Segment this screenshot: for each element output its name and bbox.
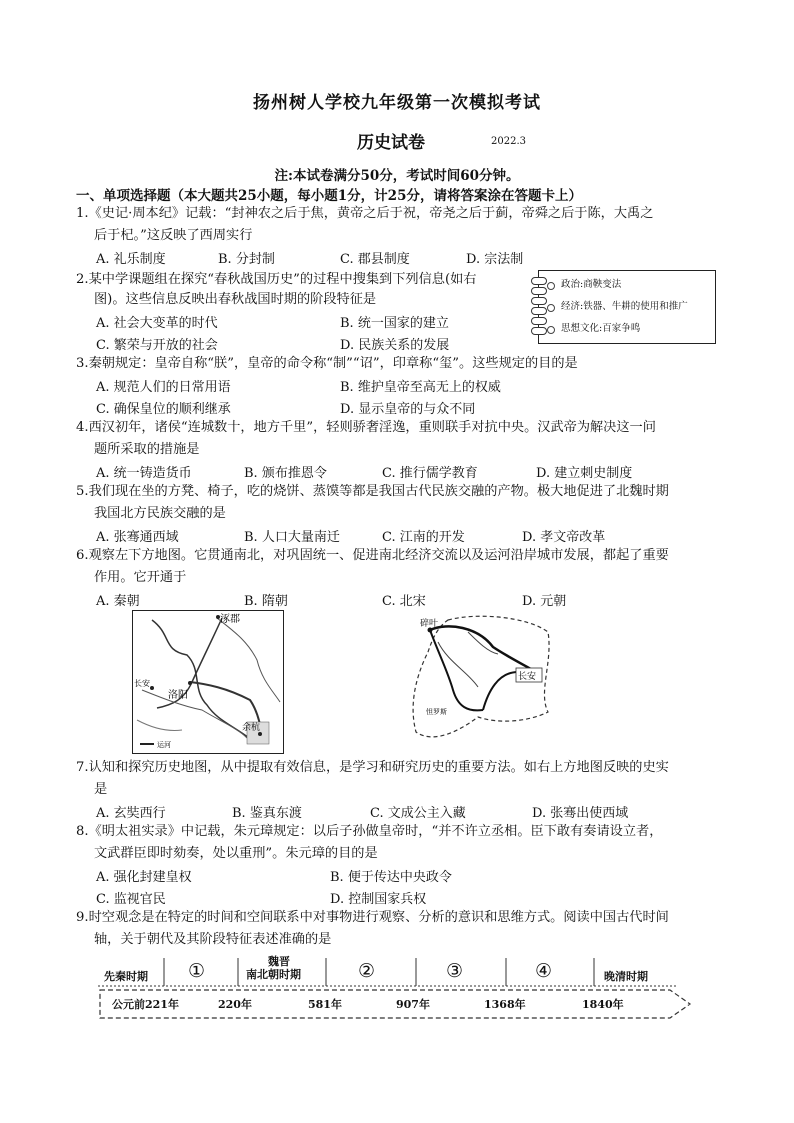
q3-option-b[interactable]: B. 维护皇帝至高无上的权威 [340,380,501,395]
q7-line2: 是 [94,782,108,797]
q3-option-d[interactable]: D. 显示皇帝的与众不同 [340,402,476,417]
q1-option-b[interactable]: B. 分封制 [218,252,275,267]
card-line-economy: 经济:铁器、牛耕的使用和推广 [539,296,715,318]
subject-title: 历史试卷 [357,133,425,153]
q6-option-b[interactable]: B. 隋朝 [244,594,288,609]
q2-info-card [538,270,716,344]
timeline-period-late-qing: 晚清时期 [604,970,648,983]
q6-line1: 6.观察左下方地图。它贯通南北，对巩固统一、促进南北经济交流以及运河沿岸城市发展，都起了重要 [76,548,669,563]
q5-option-a[interactable]: A. 张骞通西域 [96,530,179,545]
q3-line1: 3.秦朝规定：皇帝自称“朕”，皇帝的命令称“制”“诏”，印章称“玺”。这些规定的目的是 [76,356,578,371]
timeline-axis [98,952,698,1032]
q4-line1: 4.西汉初年，诸侯“连城数十，地方千里”，轻则骄奢淫逸，重则联手对抗中央。汉武帝为解决这一问 [76,420,656,435]
map1-label-luoyang: 洛阳 [168,690,188,701]
q7-option-b[interactable]: B. 鉴真东渡 [232,806,302,821]
exam-date: 2022.3 [491,136,526,147]
map1-label-yuhang: 余杭 [242,723,261,733]
q4-option-b[interactable]: B. 颁布推恩令 [244,466,327,481]
q4-option-d[interactable]: D. 建立刺史制度 [536,466,633,481]
section-heading: 一、单项选择题（本大题共25小题，每小题1分，计25分，请将答案涂在答题卡上） [76,188,582,204]
q5-option-b[interactable]: B. 人口大量南迁 [244,530,340,545]
q7-option-a[interactable]: A. 玄奘西行 [96,806,166,821]
q8-option-b[interactable]: B. 便于传达中央政令 [330,870,452,885]
map1-label-zhuojun: 涿郡 [220,614,240,625]
q5-line1: 5.我们现在坐的方凳、椅子，吃的烧饼、蒸馍等都是我国古代民族交融的产物。极大地促进了北魏时期 [76,484,669,499]
q9-line2: 轴，关于朝代及其阶段特征表述准确的是 [94,932,332,947]
q2-option-c[interactable]: C. 繁荣与开放的社会 [96,338,218,353]
q8-line2: 文武群臣即时劾奏，处以重刑”。朱元璋的目的是 [94,846,378,861]
map2-label-suiye: 碎叶 [420,619,439,629]
q1-option-d[interactable]: D. 宗法制 [466,252,524,267]
q8-option-d[interactable]: D. 控制国家兵权 [330,892,427,907]
map2-label-place: 怛罗斯 [426,708,447,716]
timeline [98,952,698,1032]
map1-label-changan: 长安 [134,679,150,688]
q8-option-c[interactable]: C. 监视官民 [96,892,166,907]
timeline-year-220: 220年 [218,998,252,1011]
timeline-southern-northern: 南北朝时期 [246,968,301,981]
q4-line2: 题所采取的措施是 [94,442,200,457]
xuanzang-route-map [408,612,554,752]
q6-option-a[interactable]: A. 秦朝 [96,594,140,609]
q9-line1: 9.时空观念是在特定的时间和空间联系中对事物进行观察、分析的意识和思维方式。阅读中国古代时间 [76,910,669,925]
q4-option-c[interactable]: C. 推行儒学教育 [382,466,478,481]
map2-label-changan: 长安 [518,672,537,682]
timeline-period-pre-qin: 先秦时期 [104,970,148,983]
timeline-slot-2: ② [358,960,376,982]
q2-option-a[interactable]: A. 社会大变革的时代 [96,316,218,331]
q1-option-c[interactable]: C. 郡县制度 [340,252,410,267]
q5-option-c[interactable]: C. 江南的开发 [382,530,465,545]
q8-line1: 8.《明太祖实录》中记载，朱元璋规定：以后子孙做皇帝时，“并不许立丞相。臣下敢有奏请设立者， [76,824,663,839]
q1-line2: 后于杞。”这反映了西周实行 [94,228,253,243]
map1-legend: 运河 [157,741,171,749]
card-line-politics: 政治:商鞅变法 [539,274,715,296]
q2-option-b[interactable]: B. 统一国家的建立 [340,316,449,331]
timeline-year-1368: 1368年 [484,998,526,1011]
q7-line1: 7.认知和探究历史地图，从中提取有效信息，是学习和研究历史的重要方法。如右上方地图反映的史实 [76,760,669,775]
q5-option-d[interactable]: D. 孝文帝改革 [522,530,606,545]
timeline-slot-3: ③ [446,960,464,982]
grand-canal-map [132,610,284,754]
q6-option-d[interactable]: D. 元朝 [522,594,567,609]
q2-line1: 2.某中学课题组在探究“春秋战国历史”的过程中搜集到下列信息(如右 [76,272,477,287]
timeline-slot-1: ① [188,960,206,982]
q5-line2: 我国北方民族交融的是 [94,506,226,521]
q2-option-d[interactable]: D. 民族关系的发展 [340,338,450,353]
q6-line2: 作用。它开通于 [94,570,187,585]
exam-title: 扬州树人学校九年级第一次模拟考试 [253,93,541,113]
exam-note: 注:本试卷满分50分，考试时间60分钟。 [274,168,520,184]
timeline-year-1840: 1840年 [582,998,624,1011]
q6-option-c[interactable]: C. 北宋 [382,594,426,609]
q1-line1: 1.《史记·周本纪》记载：“封神农之后于焦，黄帝之后于祝，帝尧之后于蓟，帝舜之后于陈，大禹之 [76,206,654,221]
timeline-slot-4: ④ [535,960,553,982]
timeline-year-907: 907年 [396,998,430,1011]
card-line-culture: 思想文化:百家争鸣 [539,318,715,340]
timeline-wei-jin: 魏晋 [268,955,290,968]
q4-option-a[interactable]: A. 统一铸造货币 [96,466,192,481]
q1-option-a[interactable]: A. 礼乐制度 [96,252,166,267]
q2-line2: 图)。这些信息反映出春秋战国时期的阶段特征是 [94,292,377,307]
q8-option-a[interactable]: A. 强化封建皇权 [96,870,192,885]
q3-option-c[interactable]: C. 确保皇位的顺利继承 [96,402,231,417]
timeline-year-221bc: 公元前221年 [112,998,179,1011]
q3-option-a[interactable]: A. 规范人们的日常用语 [96,380,231,395]
timeline-year-581: 581年 [308,998,342,1011]
q7-option-d[interactable]: D. 张骞出使西域 [532,806,629,821]
q7-option-c[interactable]: C. 文成公主入藏 [370,806,466,821]
